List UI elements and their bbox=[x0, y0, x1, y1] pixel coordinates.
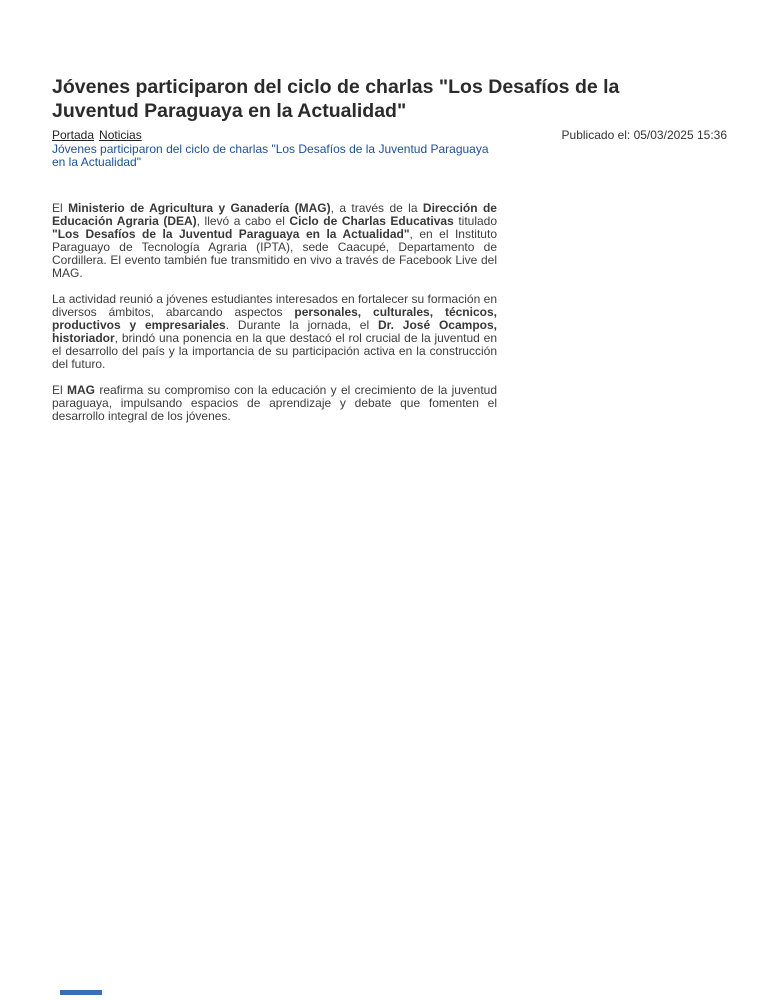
text-segment: titulado bbox=[453, 214, 498, 228]
text-segment: El bbox=[52, 383, 67, 397]
text-segment: El bbox=[52, 201, 69, 215]
bold-text-segment: Dr. José Ocampos, historiador bbox=[52, 318, 497, 345]
breadcrumb bbox=[52, 129, 500, 142]
article-paragraph-3 bbox=[52, 384, 497, 423]
text-segment: , llevó a cabo el bbox=[196, 214, 290, 228]
breadcrumb-link-noticias[interactable]: Noticias bbox=[99, 128, 142, 142]
article-paragraph-2 bbox=[52, 293, 497, 371]
text-segment: , a través de la bbox=[330, 201, 423, 215]
text-segment: , brindó una ponencia en la que destacó el rol crucial de la juventud en el desarrollo del país y la importancia de su participación activa en la construcción del futuro. bbox=[52, 331, 497, 371]
bold-text-segment: personales, culturales, técnicos, productivos y empresariales bbox=[52, 305, 497, 332]
text-segment: reafirma su compromiso con la educación y el crecimiento de la juventud paraguaya, impulsando espacios de aprendizaje y debate que fomenten el desarrollo integral de los jóvenes. bbox=[52, 383, 497, 423]
published-date: Publicado el: 05/03/2025 15:36 bbox=[561, 128, 727, 142]
text-segment: . Durante la jornada, el bbox=[225, 318, 378, 332]
footer-accent-bar bbox=[60, 990, 102, 995]
article-page bbox=[0, 0, 773, 423]
bold-text-segment: "Los Desafíos de la Juventud Paraguaya en la Actualidad" bbox=[52, 227, 410, 241]
page-title: Jóvenes participaron del ciclo de charlas "Los Desafíos de la Juventud Paraguaya en la Actualidad" bbox=[52, 76, 620, 122]
text-segment: La actividad reunió a jóvenes estudiantes interesados en fortalecer su formación en diversos ámbitos, abarcando aspectos bbox=[52, 292, 497, 319]
breadcrumb-column bbox=[52, 129, 500, 169]
breadcrumb-link-portada[interactable]: Portada bbox=[52, 128, 95, 142]
bold-text-segment: Ministerio de Agricultura y Ganadería (MAG) bbox=[68, 201, 331, 215]
breadcrumb-current-page: Jóvenes participaron del ciclo de charlas "Los Desafíos de la Juventud Paraguaya en la Actualidad" bbox=[52, 142, 489, 169]
article-body bbox=[52, 202, 497, 423]
text-segment: , en el Instituto Paraguayo de Tecnología Agraria (IPTA), sede Caacupé, Departamento de Cordillera. El evento también fue transmitido en vivo a través de Facebook Live del MAG. bbox=[52, 227, 497, 280]
bold-text-segment: Dirección de Educación Agraria (DEA) bbox=[52, 201, 497, 228]
bold-text-segment: Ciclo de Charlas Educativas bbox=[289, 214, 454, 228]
article-paragraph-1 bbox=[52, 202, 497, 280]
bold-text-segment: MAG bbox=[67, 383, 95, 397]
meta-row bbox=[52, 129, 727, 169]
